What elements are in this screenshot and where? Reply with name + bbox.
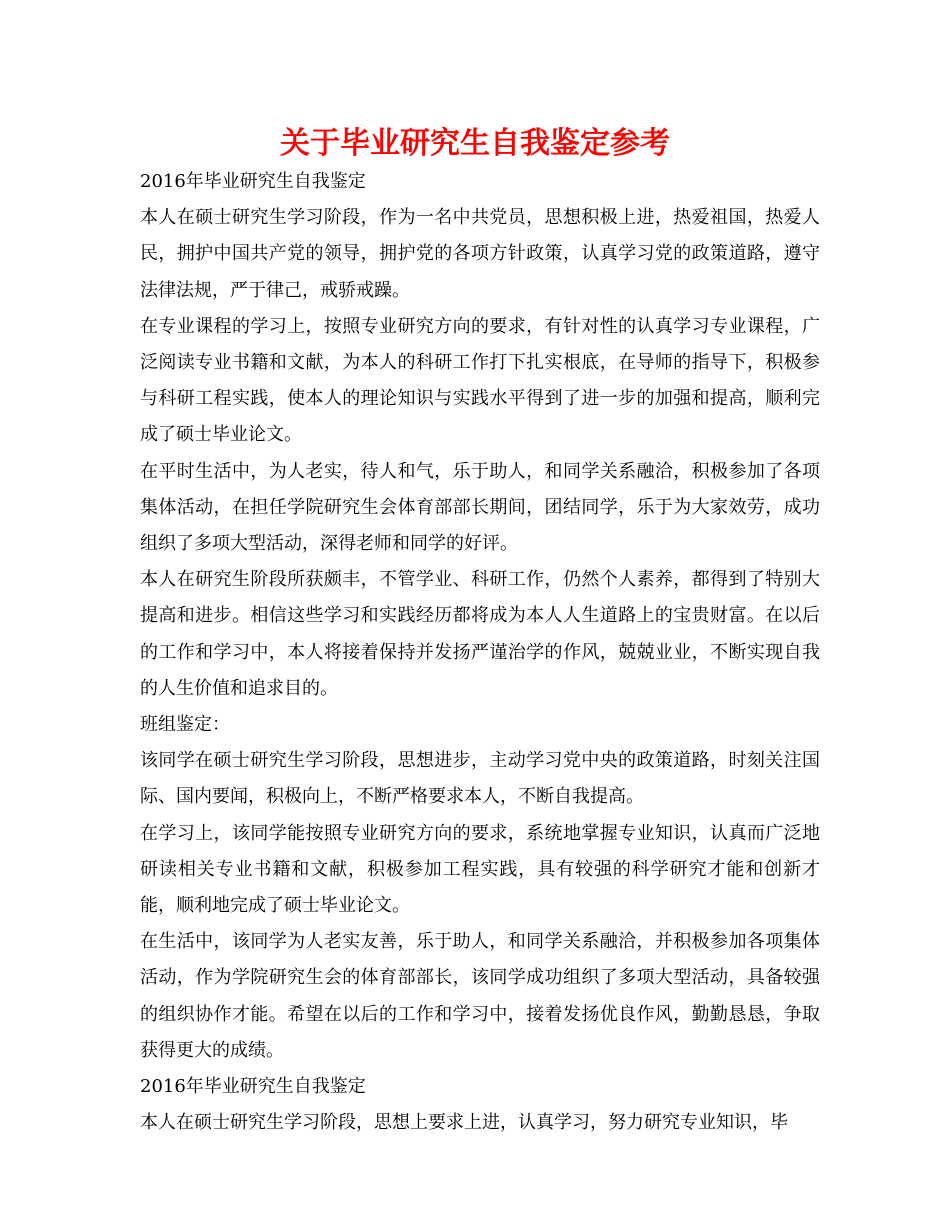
paragraph: 本人在硕士研究生学习阶段，作为一名中共党员，思想积极上进，热爱祖国，热爱人民，拥护中国共产党的领导，拥护党的各项方针政策，认真学习党的政策道路，遵守法律法规，严于律己，戒骄戒躁。	[140, 207, 820, 301]
section-heading: 2016年毕业研究生自我鉴定	[140, 1076, 366, 1098]
paragraph: 在学习上，该同学能按照专业研究方向的要求，系统地掌握专业知识，认真而广泛地研读相关专业书籍和文献，积极参加工程实践，具有较强的科学研究才能和创新才能，顺利地完成了硕士毕业论文。	[140, 822, 820, 917]
paragraph: 在生活中，该同学为人老实友善，乐于助人，和同学关系融洽，并积极参加各项集体活动，作为学院研究生会的体育部部长，该同学成功组织了多项大型活动，具备较强的组织协作才能。希望在以后的工作和学习中，接着发扬优良作风，勤勤恳恳，争取获得更大的成绩。	[140, 931, 820, 1061]
document-body	[140, 164, 820, 1141]
paragraph: 本人在研究生阶段所获颇丰，不管学业、科研工作，仍然个人素养，都得到了特别大提高和进步。相信这些学习和实践经历都将成为本人人生道路上的宝贵财富。在以后的工作和学习中，本人将接着保持并发扬严谨治学的作风，兢兢业业，不断实现自我的人生价值和追求目的。	[140, 569, 820, 699]
section-heading: 班组鉴定：	[140, 714, 230, 736]
paragraph: 本人在硕士研究生学习阶段，思想上要求上进，认真学习，努力研究专业知识，毕	[140, 1112, 788, 1134]
paragraph: 该同学在硕士研究生学习阶段，思想进步，主动学习党中央的政策道路，时刻关注国际、国内要闻，积极向上，不断严格要求本人，不断自我提高。	[140, 750, 820, 808]
paragraph: 在平时生活中，为人老实，待人和气，乐于助人，和同学关系融洽，积极参加了各项集体活动，在担任学院研究生会体育部部长期间，团结同学，乐于为大家效劳，成功组织了多项大型活动，深得老师和同学的好评。	[140, 460, 820, 555]
paragraph: 在专业课程的学习上，按照专业研究方向的要求，有针对性的认真学习专业课程，广泛阅读专业书籍和文献，为本人的科研工作打下扎实根底，在导师的指导下，积极参与科研工程实践，使本人的理论知识与实践水平得到了进一步的加强和提高，顺利完成了硕士毕业论文。	[140, 315, 820, 446]
section-heading: 2016年毕业研究生自我鉴定	[140, 171, 366, 192]
document-title: 关于毕业研究生自我鉴定参考	[280, 126, 670, 161]
